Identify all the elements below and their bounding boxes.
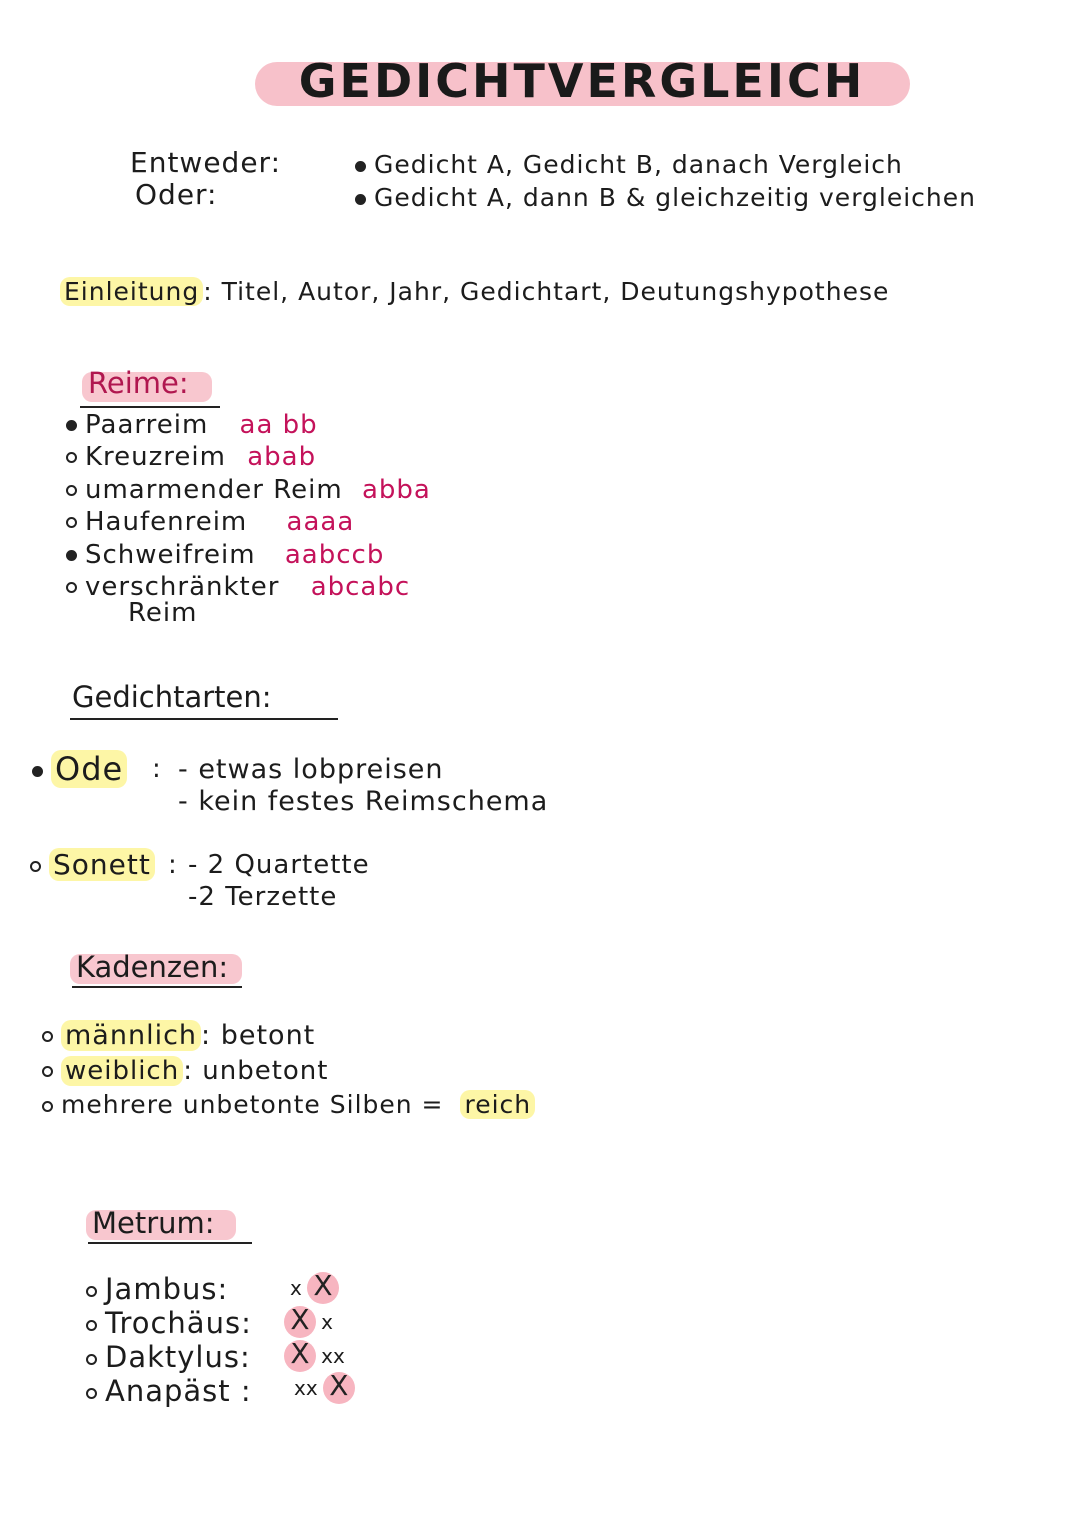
- ode-line-2: - kein festes Reimschema: [178, 786, 549, 817]
- bullet-icon: [355, 161, 366, 172]
- einleitung-label: Einleitung: [60, 277, 203, 306]
- ode-row: [32, 750, 127, 788]
- bullet-icon: [66, 420, 77, 431]
- reim-scheme: aabccb: [284, 540, 385, 570]
- reim-item: [66, 540, 384, 570]
- stress-x: X: [329, 1369, 349, 1402]
- oder-label: Oder:: [135, 178, 218, 211]
- anapaest-pattern: [294, 1369, 355, 1404]
- stress-x: X: [290, 1337, 310, 1370]
- daktylus-label: Daktylus:: [105, 1340, 251, 1374]
- reich-label: reich: [460, 1090, 535, 1119]
- kadenz-maennlich-row: [42, 1020, 315, 1051]
- stressed-mark: [284, 1337, 316, 1372]
- entweder-label: Entweder:: [130, 146, 281, 179]
- kadenzen-heading-underline: [72, 986, 242, 988]
- stress-x: X: [290, 1303, 310, 1336]
- sonett-colon: :: [168, 850, 178, 880]
- reim-scheme: abba: [361, 475, 431, 505]
- bullet-icon: [86, 1388, 97, 1399]
- reim-scheme: aa bb: [239, 410, 318, 440]
- intro-option-1-text: Gedicht A, Gedicht B, danach Vergleich: [374, 150, 903, 179]
- intro-option-2: [355, 183, 976, 212]
- reime-heading-text: Reime:: [88, 366, 189, 400]
- bullet-icon: [42, 1101, 53, 1112]
- trochaeus-label: Trochäus:: [105, 1306, 252, 1340]
- bullet-icon: [30, 861, 41, 872]
- sonett-row: [30, 848, 155, 881]
- metrum-daktylus-row: [86, 1340, 251, 1374]
- kadenz-mehrere-row: [42, 1090, 535, 1119]
- metrum-heading-text: Metrum:: [92, 1206, 215, 1240]
- daktylus-pattern: [284, 1337, 345, 1372]
- unstressed-mark: x: [321, 1310, 333, 1334]
- anapaest-label: Anapäst :: [105, 1374, 252, 1408]
- gedichtarten-heading-text: Gedichtarten:: [72, 680, 272, 714]
- sonett-line-1: - 2 Quartette: [188, 850, 370, 880]
- kadenzen-heading: [76, 950, 228, 984]
- bullet-icon: [66, 550, 77, 561]
- ode-colon: :: [152, 754, 162, 784]
- metrum-anapaest-row: [86, 1374, 252, 1408]
- jambus-label: Jambus:: [105, 1272, 229, 1306]
- gedichtarten-heading-underline: [70, 718, 338, 720]
- reim-item: [66, 475, 431, 505]
- metrum-jambus-row: [86, 1272, 228, 1306]
- bullet-icon: [86, 1354, 97, 1365]
- metrum-heading-underline: [88, 1242, 252, 1244]
- metrum-trochaeus-row: [86, 1306, 252, 1340]
- reim-scheme: aaaa: [286, 507, 355, 537]
- weiblich-value: : unbetont: [183, 1056, 329, 1086]
- trochaeus-pattern: [284, 1303, 333, 1338]
- stressed-mark: [323, 1369, 355, 1404]
- kadenzen-heading-text: Kadenzen:: [76, 950, 229, 984]
- bullet-icon: [86, 1320, 97, 1331]
- reim-item: [66, 572, 410, 602]
- gedichtarten-heading: [72, 680, 272, 714]
- bullet-icon: [66, 582, 77, 593]
- metrum-heading: [92, 1206, 215, 1240]
- intro-option-2-text: Gedicht A, dann B & gleichzeitig vergleichen: [374, 183, 976, 212]
- unstressed-mark: x: [305, 1376, 318, 1400]
- reim-item: [66, 442, 316, 472]
- maennlich-value: : betont: [201, 1020, 316, 1051]
- unstressed-mark: x: [332, 1344, 345, 1368]
- bullet-icon: [66, 452, 77, 463]
- reim-item: [66, 507, 354, 537]
- sonett-line-2: -2 Terzette: [188, 882, 338, 912]
- stressed-mark: [307, 1269, 339, 1304]
- bullet-icon: [86, 1286, 97, 1297]
- reim-name: Paarreim: [85, 410, 209, 440]
- bullet-icon: [42, 1031, 53, 1042]
- kadenz-weiblich-row: [42, 1056, 328, 1086]
- einleitung-text: : Titel, Autor, Jahr, Gedichtart, Deutungshypothese: [203, 277, 890, 306]
- bullet-icon: [32, 766, 43, 777]
- einleitung-row: [60, 277, 889, 306]
- unstressed-mark: x: [294, 1376, 306, 1400]
- unstressed-mark: x: [321, 1344, 333, 1368]
- reim-name: Haufenreim: [85, 507, 248, 537]
- bullet-icon: [42, 1066, 53, 1077]
- bullet-icon: [66, 485, 77, 496]
- reim-scheme: abab: [247, 442, 317, 472]
- jambus-pattern: [290, 1269, 339, 1304]
- reim-item: [66, 410, 318, 440]
- intro-option-1: [355, 150, 903, 179]
- maennlich-label: männlich: [61, 1020, 201, 1051]
- reim-name: verschränkter: [85, 572, 280, 602]
- sonett-label: Sonett: [49, 848, 155, 881]
- reim-name: Schweifreim: [85, 540, 256, 570]
- reim-name: Kreuzreim: [85, 442, 226, 472]
- stressed-mark: [284, 1303, 316, 1338]
- bullet-icon: [66, 517, 77, 528]
- reime-heading: [88, 366, 189, 400]
- reim-name: umarmender Reim: [85, 475, 343, 505]
- bullet-icon: [355, 194, 366, 205]
- reime-heading-underline: [80, 406, 220, 408]
- page-title: GEDICHTVERGLEICH: [298, 54, 866, 108]
- reim-name-continued: Reim: [128, 598, 198, 628]
- weiblich-label: weiblich: [61, 1056, 183, 1086]
- unstressed-mark: x: [290, 1276, 302, 1300]
- mehrere-text: mehrere unbetonte Silben =: [61, 1090, 444, 1119]
- ode-label: Ode: [51, 750, 127, 788]
- ode-line-1: - etwas lobpreisen: [178, 754, 444, 785]
- stress-x: X: [313, 1269, 333, 1302]
- reim-scheme: abcabc: [310, 572, 411, 602]
